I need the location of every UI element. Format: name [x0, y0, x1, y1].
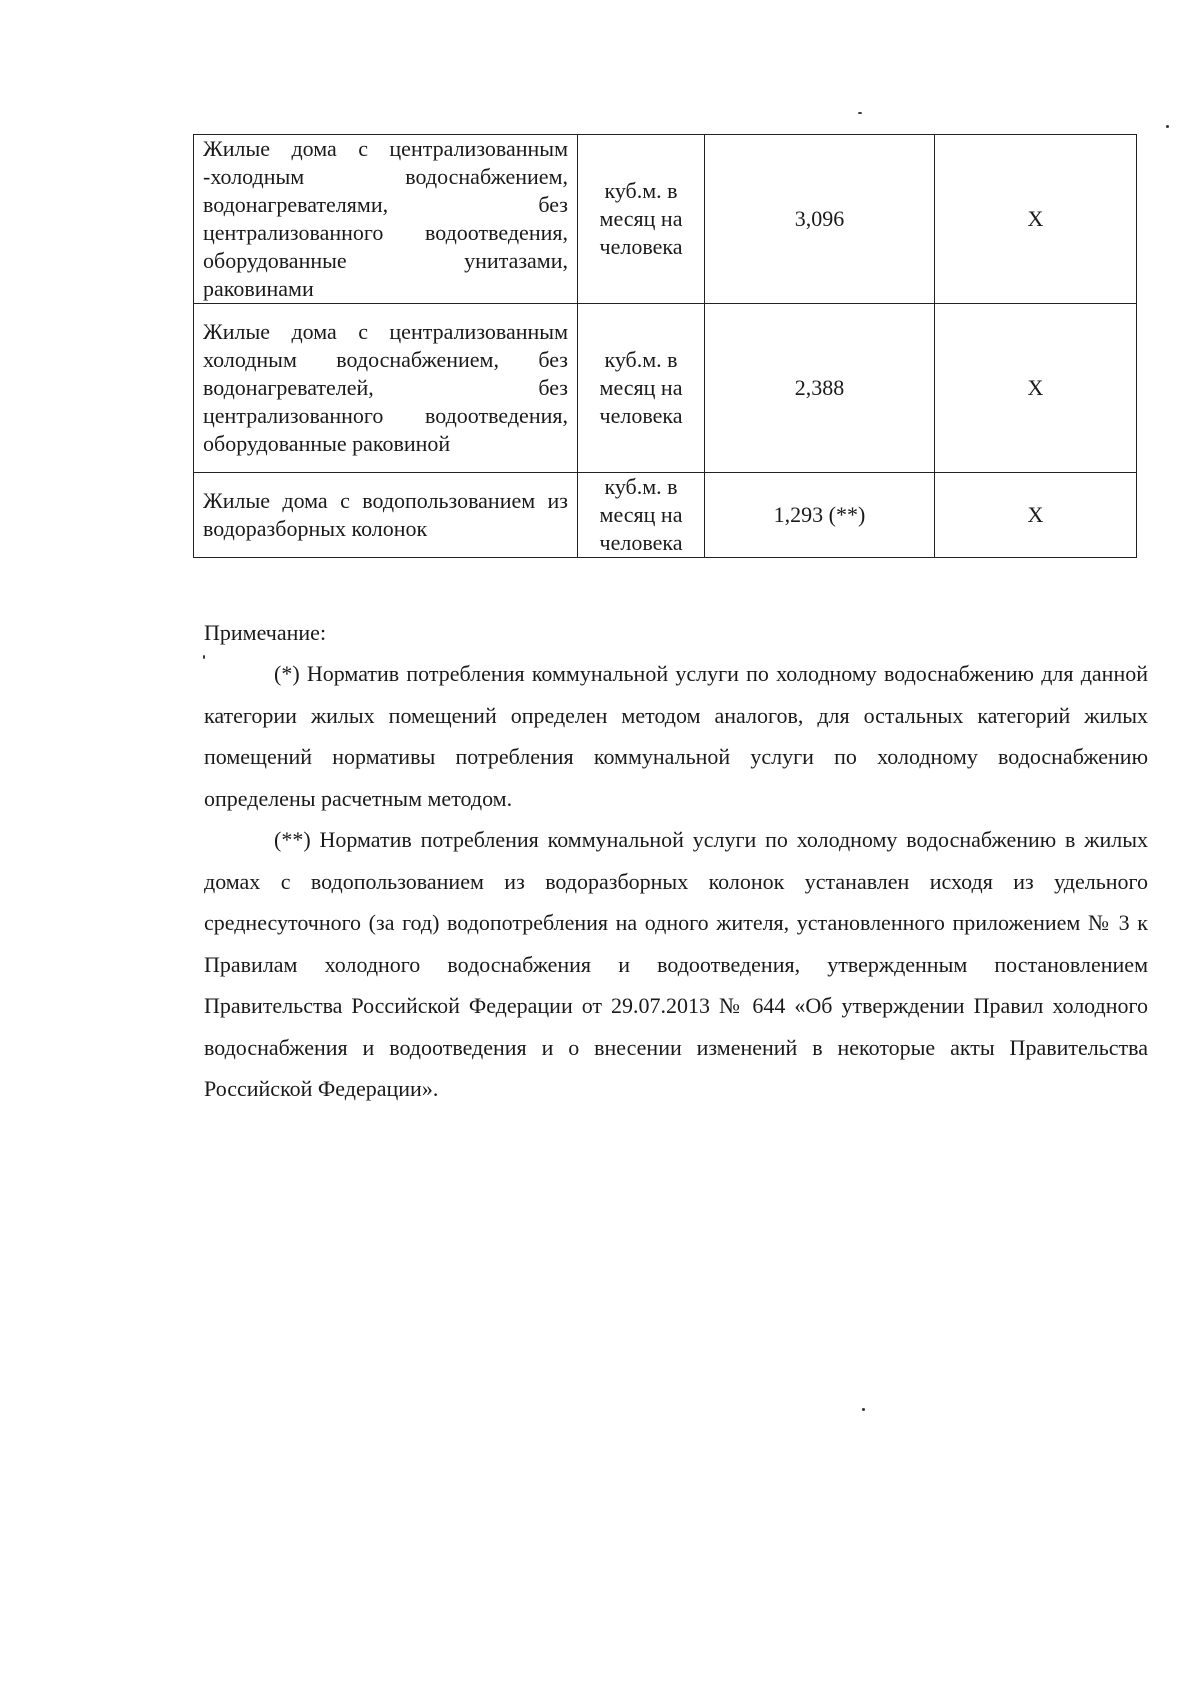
row-mark: X	[935, 135, 1137, 304]
norms-table	[193, 134, 1137, 558]
table-row	[194, 473, 1137, 558]
scan-speck	[1166, 125, 1169, 128]
table-row	[194, 135, 1137, 304]
note-1-text: (*) Норматив потребления коммунальной услуги по холодному водоснабжению для данной категории жилых помещений определен методом аналогов, для остальных категорий жилых помещений нормативы потребления коммунальной услуги по холодному водоснабжению определены расчетным методом.	[204, 661, 1148, 811]
row-description: Жилые дома с централизованным холодным водоснабжением, без водонагревателей, без централизованного водоотведения, оборудованные раковиной	[194, 304, 578, 473]
row-description: Жилые дома с централизованным -холодным водоснабжением, водонагревателями, без централизованного водоотведения, оборудованные унитазами, раковинами	[194, 135, 578, 304]
row-unit: куб.м. в месяц на человека	[578, 473, 705, 558]
row-unit: куб.м. в месяц на человека	[578, 135, 705, 304]
row-description: Жилые дома с водопользованием из водоразборных колонок	[194, 473, 578, 558]
scan-speck	[862, 1408, 865, 1411]
row-mark: X	[935, 304, 1137, 473]
scan-speck	[858, 112, 862, 114]
notes-title: Примечание:	[204, 620, 327, 645]
note-2	[204, 819, 1148, 1110]
row-value: 2,388	[705, 304, 935, 473]
table-row	[194, 304, 1137, 473]
note-1	[204, 653, 1148, 819]
row-value: 3,096	[705, 135, 935, 304]
note-2-text: (**) Норматив потребления коммунальной услуги по холодному водоснабжению в жилых домах с водопользованием из водоразборных колонок устанавлен исходя из удельного среднесуточного (за год) водопотребления на одного жителя, установленного приложением № 3 к Правилам холодного водоснабжения и водоотведения, утвержденным постановлением Правительства Российской Федерации от 29.07.2013 № 644 «Об утверждении Правил холодного водоснабжения и водоотведения и о внесении изменений в некоторые акты Правительства Российской Федерации».	[204, 827, 1148, 1101]
row-mark: X	[935, 473, 1137, 558]
row-unit: куб.м. в месяц на человека	[578, 304, 705, 473]
row-value: 1,293 (**)	[705, 473, 935, 558]
